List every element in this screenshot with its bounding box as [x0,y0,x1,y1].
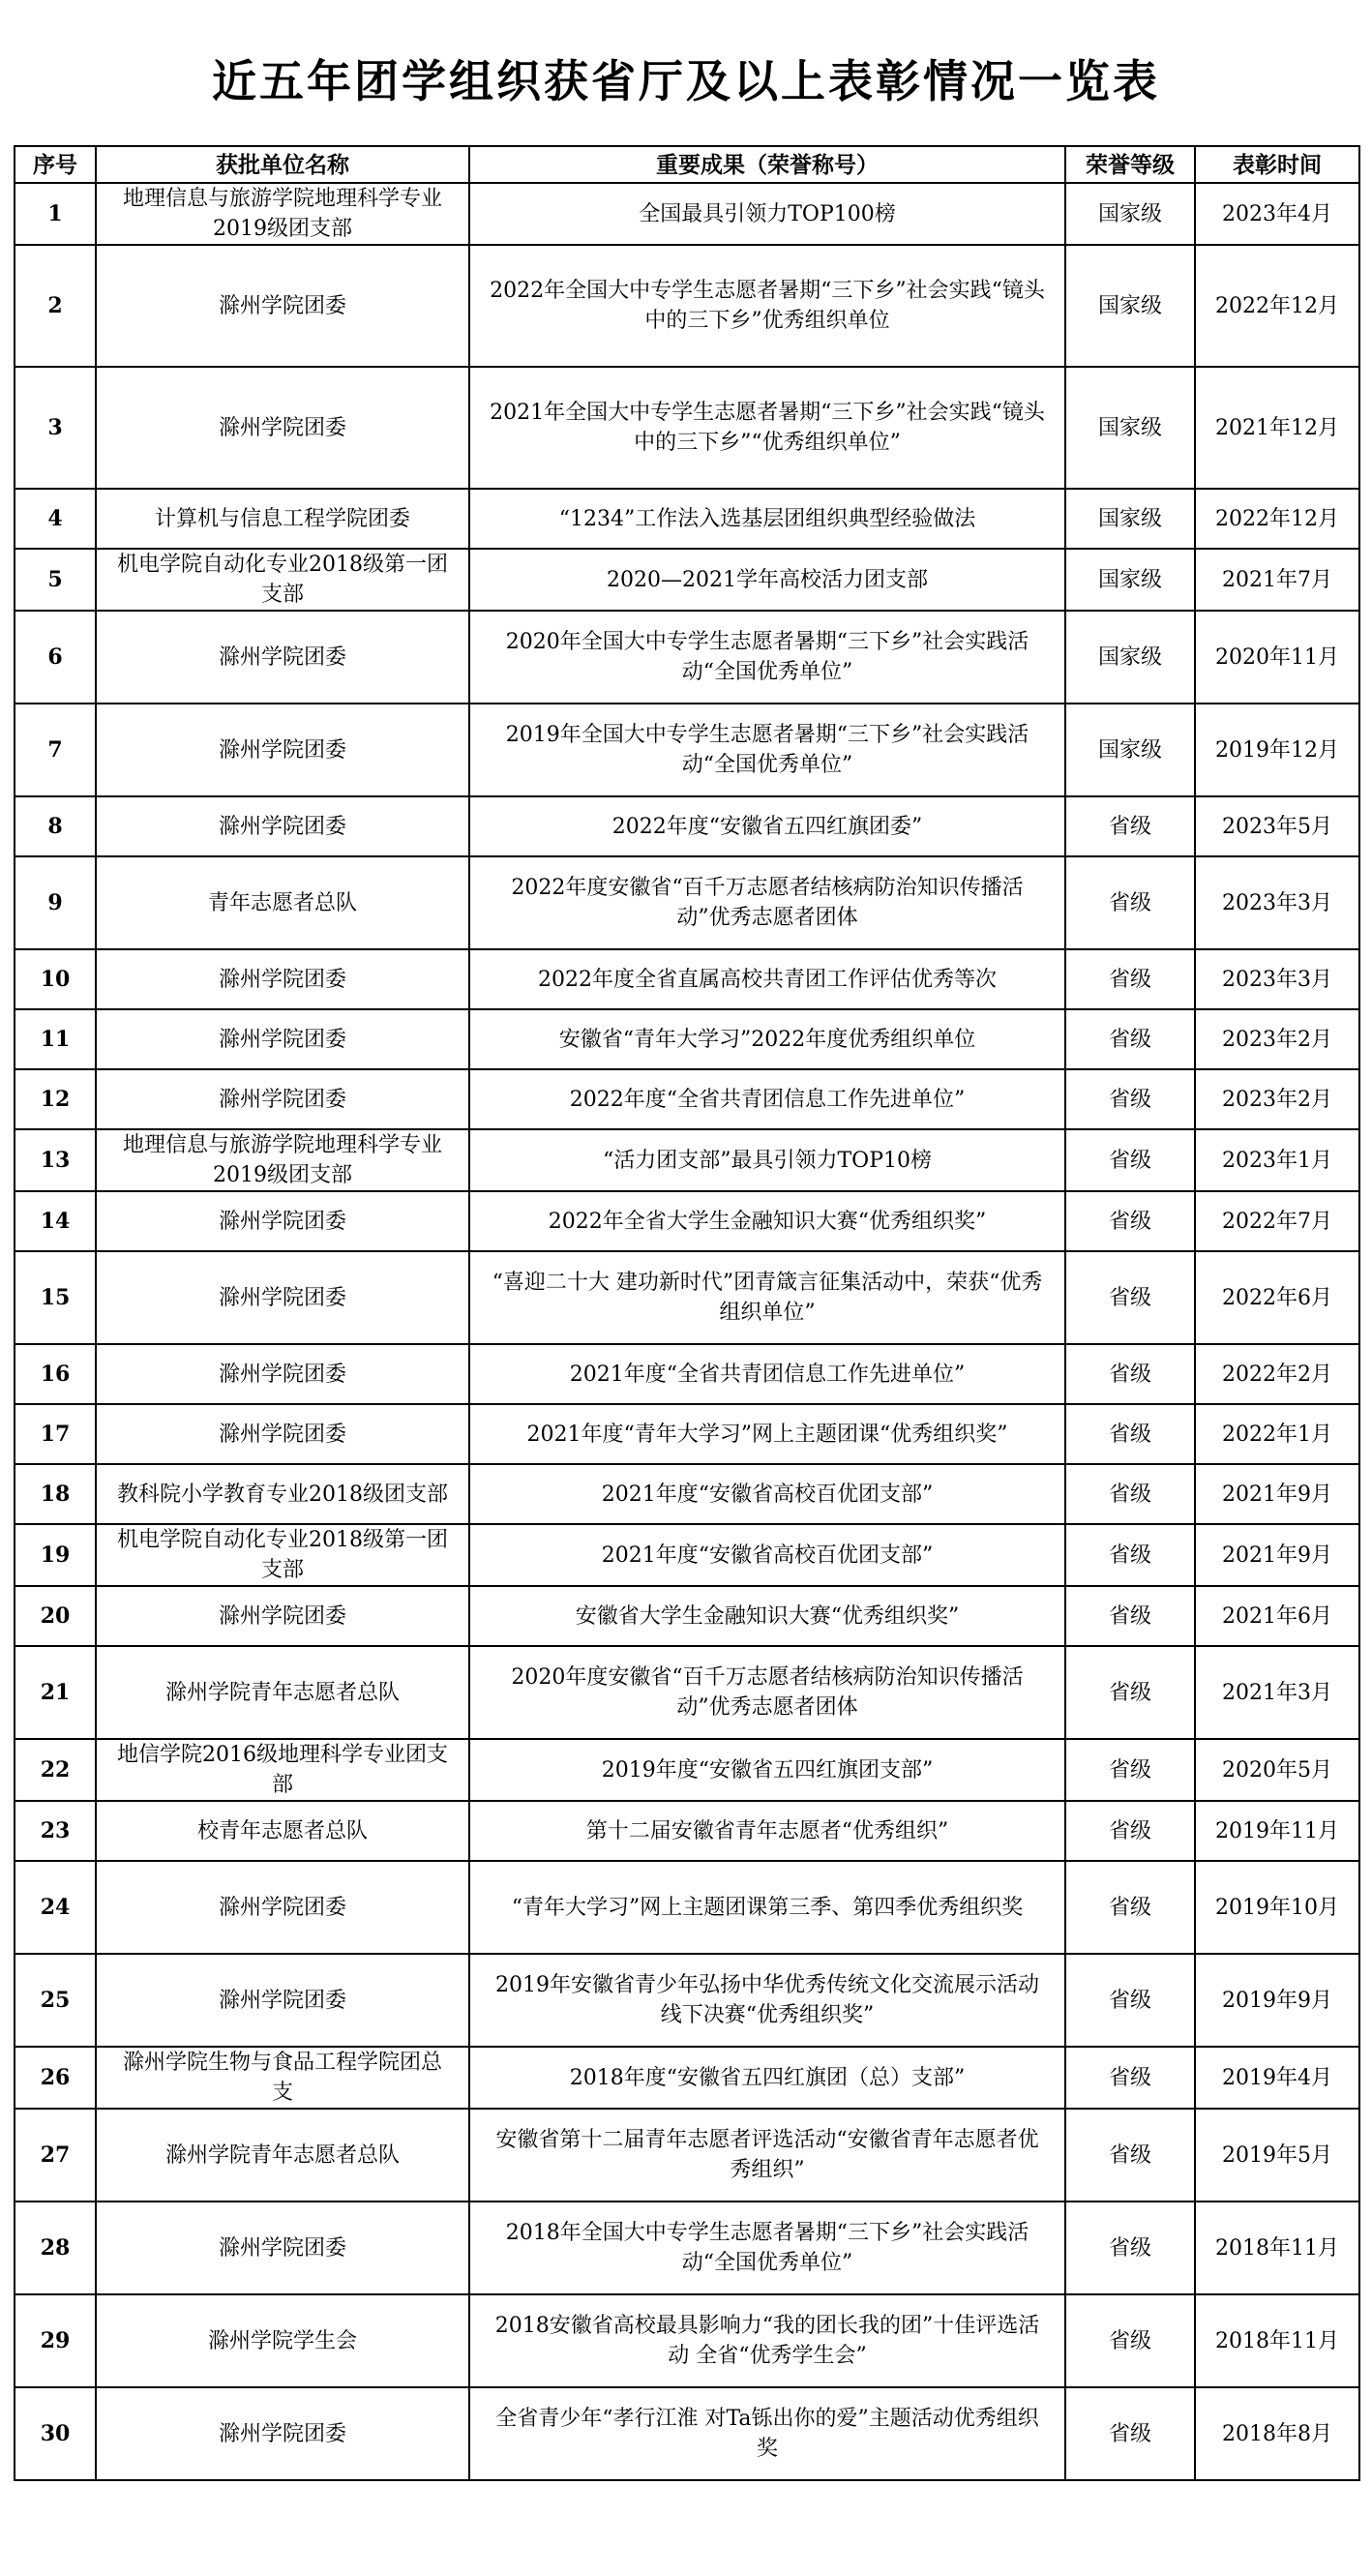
cell-no: 30 [15,2387,96,2480]
cell-no: 27 [15,2109,96,2202]
cell-level: 省级 [1065,1404,1195,1464]
cell-level: 省级 [1065,1739,1195,1801]
table-row [15,2294,1359,2387]
cell-date: 2019年5月 [1195,2109,1359,2202]
cell-no: 22 [15,1739,96,1801]
cell-unit: 计算机与信息工程学院团委 [96,489,469,549]
cell-no: 5 [15,549,96,611]
cell-achievement: 安徽省第十二届青年志愿者评选活动“安徽省青年志愿者优秀组织” [469,2109,1065,2202]
cell-no: 1 [15,183,96,245]
cell-achievement: 2022年全国大中专学生志愿者暑期“三下乡”社会实践“镜头中的三下乡”优秀组织单位 [469,245,1065,367]
cell-no: 9 [15,856,96,949]
table-row [15,1251,1359,1344]
cell-level: 省级 [1065,1954,1195,2047]
table-row [15,704,1359,796]
cell-level: 省级 [1065,2202,1195,2294]
cell-date: 2021年3月 [1195,1646,1359,1739]
cell-no: 28 [15,2202,96,2294]
cell-date: 2019年12月 [1195,704,1359,796]
cell-unit: 滁州学院团委 [96,1251,469,1344]
cell-level: 省级 [1065,1344,1195,1404]
cell-unit: 滁州学院团委 [96,796,469,856]
cell-achievement: 全省青少年“孝行江淮 对Ta铄出你的爱”主题活动优秀组织奖 [469,2387,1065,2480]
cell-date: 2022年2月 [1195,1344,1359,1404]
cell-achievement: 2019年安徽省青少年弘扬中华优秀传统文化交流展示活动线下决赛“优秀组织奖” [469,1954,1065,2047]
cell-no: 2 [15,245,96,367]
cell-unit: 滁州学院生物与食品工程学院团总支 [96,2047,469,2109]
cell-achievement: 2018安徽省高校最具影响力“我的团长我的团”十佳评选活动 全省“优秀学生会” [469,2294,1065,2387]
table-row [15,2047,1359,2109]
cell-no: 21 [15,1646,96,1739]
table-row [15,367,1359,489]
cell-achievement: 2018年度“安徽省五四红旗团（总）支部” [469,2047,1065,2109]
cell-unit: 滁州学院团委 [96,1344,469,1404]
cell-date: 2021年12月 [1195,367,1359,489]
cell-unit: 地理信息与旅游学院地理科学专业2019级团支部 [96,183,469,245]
cell-date: 2021年6月 [1195,1586,1359,1646]
header-level: 荣誉等级 [1065,146,1195,183]
cell-achievement: 全国最具引领力TOP100榜 [469,183,1065,245]
cell-no: 23 [15,1801,96,1861]
cell-no: 19 [15,1524,96,1586]
cell-no: 13 [15,1129,96,1191]
cell-level: 省级 [1065,1586,1195,1646]
cell-no: 3 [15,367,96,489]
cell-unit: 滁州学院团委 [96,1954,469,2047]
cell-unit: 滁州学院团委 [96,367,469,489]
cell-level: 省级 [1065,949,1195,1009]
cell-level: 省级 [1065,1646,1195,1739]
cell-unit: 地理信息与旅游学院地理科学专业2019级团支部 [96,1129,469,1191]
table-row [15,1801,1359,1861]
cell-achievement: 2019年度“安徽省五四红旗团支部” [469,1739,1065,1801]
cell-level: 省级 [1065,856,1195,949]
cell-unit: 滁州学院青年志愿者总队 [96,2109,469,2202]
cell-unit: 滁州学院团委 [96,245,469,367]
cell-level: 省级 [1065,796,1195,856]
table-row [15,1069,1359,1129]
header-no: 序号 [15,146,96,183]
table-row [15,1739,1359,1801]
cell-no: 18 [15,1464,96,1524]
table-header-row [15,146,1359,183]
cell-achievement: 第十二届安徽省青年志愿者“优秀组织” [469,1801,1065,1861]
cell-achievement: 2022年度“安徽省五四红旗团委” [469,796,1065,856]
cell-date: 2022年1月 [1195,1404,1359,1464]
cell-achievement: “1234”工作法入选基层团组织典型经验做法 [469,489,1065,549]
cell-level: 国家级 [1065,183,1195,245]
cell-no: 24 [15,1861,96,1954]
table-row [15,1954,1359,2047]
cell-date: 2021年7月 [1195,549,1359,611]
cell-no: 4 [15,489,96,549]
cell-achievement: 2022年度安徽省“百千万志愿者结核病防治知识传播活动”优秀志愿者团体 [469,856,1065,949]
table-row [15,2387,1359,2480]
table-row [15,489,1359,549]
cell-unit: 滁州学院团委 [96,704,469,796]
cell-date: 2022年12月 [1195,489,1359,549]
cell-unit: 校青年志愿者总队 [96,1801,469,1861]
cell-level: 省级 [1065,1191,1195,1251]
cell-date: 2018年11月 [1195,2202,1359,2294]
cell-level: 国家级 [1065,367,1195,489]
cell-no: 29 [15,2294,96,2387]
cell-unit: 滁州学院团委 [96,611,469,704]
cell-achievement: “活力团支部”最具引领力TOP10榜 [469,1129,1065,1191]
cell-level: 省级 [1065,1801,1195,1861]
table-row [15,549,1359,611]
cell-unit: 滁州学院团委 [96,1404,469,1464]
cell-date: 2023年5月 [1195,796,1359,856]
cell-no: 6 [15,611,96,704]
cell-achievement: 2021年度“安徽省高校百优团支部” [469,1524,1065,1586]
cell-level: 省级 [1065,1009,1195,1069]
cell-level: 国家级 [1065,245,1195,367]
cell-date: 2022年6月 [1195,1251,1359,1344]
table-row [15,1464,1359,1524]
table-body [15,183,1359,2480]
cell-unit: 滁州学院团委 [96,949,469,1009]
cell-achievement: 2020年全国大中专学生志愿者暑期“三下乡”社会实践活动“全国优秀单位” [469,611,1065,704]
cell-achievement: 安徽省大学生金融知识大赛“优秀组织奖” [469,1586,1065,1646]
cell-date: 2019年4月 [1195,2047,1359,2109]
cell-no: 8 [15,796,96,856]
table-row [15,1009,1359,1069]
cell-date: 2018年11月 [1195,2294,1359,2387]
cell-date: 2023年2月 [1195,1069,1359,1129]
cell-no: 25 [15,1954,96,2047]
cell-date: 2018年8月 [1195,2387,1359,2480]
cell-date: 2021年9月 [1195,1524,1359,1586]
cell-unit: 滁州学院团委 [96,2202,469,2294]
cell-unit: 地信学院2016级地理科学专业团支部 [96,1739,469,1801]
table-row [15,949,1359,1009]
cell-unit: 机电学院自动化专业2018级第一团支部 [96,1524,469,1586]
cell-unit: 滁州学院团委 [96,1861,469,1954]
cell-level: 省级 [1065,1524,1195,1586]
cell-date: 2022年12月 [1195,245,1359,367]
cell-unit: 滁州学院团委 [96,1586,469,1646]
cell-no: 16 [15,1344,96,1404]
table-row [15,1646,1359,1739]
cell-achievement: “青年大学习”网上主题团课第三季、第四季优秀组织奖 [469,1861,1065,1954]
page-title: 近五年团学组织获省厅及以上表彰情况一览表 [212,55,1160,107]
cell-unit: 滁州学院青年志愿者总队 [96,1646,469,1739]
table-row [15,1129,1359,1191]
cell-level: 国家级 [1065,549,1195,611]
cell-date: 2021年9月 [1195,1464,1359,1524]
cell-achievement: 2021年度“安徽省高校百优团支部” [469,1464,1065,1524]
cell-achievement: 2018年全国大中专学生志愿者暑期“三下乡”社会实践活动“全国优秀单位” [469,2202,1065,2294]
cell-no: 11 [15,1009,96,1069]
table-row [15,2109,1359,2202]
cell-date: 2019年11月 [1195,1801,1359,1861]
cell-level: 国家级 [1065,704,1195,796]
cell-no: 26 [15,2047,96,2109]
header-achievement: 重要成果（荣誉称号） [469,146,1065,183]
cell-date: 2019年10月 [1195,1861,1359,1954]
cell-achievement: 2022年度全省直属高校共青团工作评估优秀等次 [469,949,1065,1009]
cell-no: 20 [15,1586,96,1646]
table-row [15,1861,1359,1954]
cell-achievement: 2022年全省大学生金融知识大赛“优秀组织奖” [469,1191,1065,1251]
cell-no: 10 [15,949,96,1009]
cell-date: 2020年5月 [1195,1739,1359,1801]
table-row [15,611,1359,704]
cell-level: 国家级 [1065,489,1195,549]
cell-no: 17 [15,1404,96,1464]
cell-achievement: 2019年全国大中专学生志愿者暑期“三下乡”社会实践活动“全国优秀单位” [469,704,1065,796]
cell-unit: 滁州学院团委 [96,2387,469,2480]
cell-achievement: 2020—2021学年高校活力团支部 [469,549,1065,611]
cell-date: 2023年1月 [1195,1129,1359,1191]
table-row [15,796,1359,856]
cell-level: 省级 [1065,1251,1195,1344]
cell-level: 省级 [1065,2387,1195,2480]
table-row [15,1524,1359,1586]
cell-achievement: 2021年度“青年大学习”网上主题团课“优秀组织奖” [469,1404,1065,1464]
cell-level: 国家级 [1065,611,1195,704]
table-row [15,856,1359,949]
table-row [15,245,1359,367]
cell-no: 7 [15,704,96,796]
table-row [15,1344,1359,1404]
cell-no: 12 [15,1069,96,1129]
cell-date: 2023年3月 [1195,856,1359,949]
table-row [15,183,1359,245]
cell-unit: 滁州学院团委 [96,1191,469,1251]
cell-date: 2020年11月 [1195,611,1359,704]
cell-unit: 机电学院自动化专业2018级第一团支部 [96,549,469,611]
cell-achievement: 2021年度“全省共青团信息工作先进单位” [469,1344,1065,1404]
cell-level: 省级 [1065,1129,1195,1191]
table-row [15,1191,1359,1251]
cell-unit: 滁州学院团委 [96,1069,469,1129]
cell-unit: 青年志愿者总队 [96,856,469,949]
cell-achievement: 2022年度“全省共青团信息工作先进单位” [469,1069,1065,1129]
cell-achievement: “喜迎二十大 建功新时代”团青箴言征集活动中，荣获“优秀组织单位” [469,1251,1065,1344]
cell-unit: 滁州学院团委 [96,1009,469,1069]
header-date: 表彰时间 [1195,146,1359,183]
cell-date: 2023年4月 [1195,183,1359,245]
cell-level: 省级 [1065,1861,1195,1954]
cell-no: 15 [15,1251,96,1344]
table-row [15,1586,1359,1646]
cell-unit: 教科院小学教育专业2018级团支部 [96,1464,469,1524]
cell-level: 省级 [1065,1464,1195,1524]
cell-achievement: 安徽省“青年大学习”2022年度优秀组织单位 [469,1009,1065,1069]
cell-no: 14 [15,1191,96,1251]
cell-unit: 滁州学院学生会 [96,2294,469,2387]
cell-achievement: 2021年全国大中专学生志愿者暑期“三下乡”社会实践“镜头中的三下乡”“优秀组织单位” [469,367,1065,489]
table-row [15,2202,1359,2294]
cell-level: 省级 [1065,1069,1195,1129]
cell-date: 2022年7月 [1195,1191,1359,1251]
cell-achievement: 2020年度安徽省“百千万志愿者结核病防治知识传播活动”优秀志愿者团体 [469,1646,1065,1739]
cell-date: 2019年9月 [1195,1954,1359,2047]
honors-table [14,145,1360,2481]
cell-level: 省级 [1065,2047,1195,2109]
cell-level: 省级 [1065,2109,1195,2202]
cell-date: 2023年3月 [1195,949,1359,1009]
table-row [15,1404,1359,1464]
cell-date: 2023年2月 [1195,1009,1359,1069]
cell-level: 省级 [1065,2294,1195,2387]
header-unit: 获批单位名称 [96,146,469,183]
